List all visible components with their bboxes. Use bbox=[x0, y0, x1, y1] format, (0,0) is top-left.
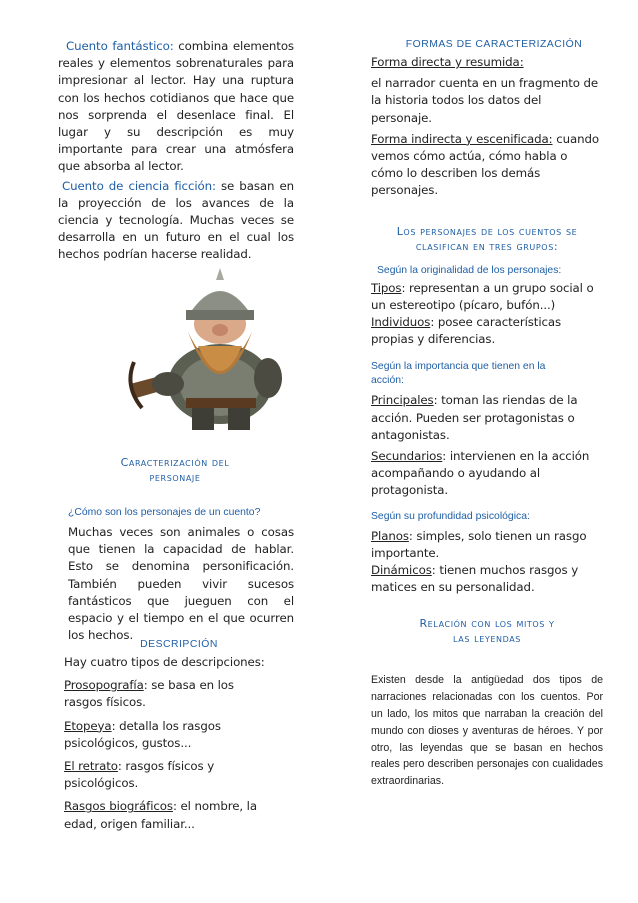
myths-title bbox=[371, 616, 603, 646]
depth-heading: Según su profundidad psicológica: bbox=[371, 510, 530, 522]
fantastic-tale-text: combina elementos reales y elementos sobrenaturales para impresionar al lector. Hay una ruptura con los hechos cotidianos que hace que nos sorprenda el desenlace final. El lugar y su descripción es muy importante para crear una atmósfera que absorba al lector. bbox=[58, 39, 294, 174]
scifi-tale-term: Cuento de ciencia ficción: bbox=[62, 178, 216, 193]
form-indirect-term: Forma indirecta y escenificada: bbox=[371, 131, 553, 146]
originality-term: Individuos bbox=[371, 315, 431, 330]
description-term: Rasgos biográficos bbox=[64, 799, 173, 814]
description-text: : rasgos físicos y psicológicos. bbox=[64, 759, 215, 791]
description-term: Prosopografía bbox=[64, 678, 144, 693]
groups-title-line1: Los personajes de los cuentos se bbox=[396, 224, 578, 238]
form-indirect-text: cuando vemos cómo actúa, cómo habla o cómo lo describen los demás personajes. bbox=[371, 131, 599, 198]
depth-item bbox=[371, 562, 603, 596]
originality-item bbox=[371, 280, 603, 314]
depth-term: Dinámicos bbox=[371, 563, 432, 578]
fantastic-tale-term: Cuento fantástico: bbox=[66, 39, 174, 53]
myths-title-line2: las leyendas bbox=[453, 632, 521, 646]
originality-heading: Según la originalidad de los personajes: bbox=[377, 264, 562, 276]
originality-term: Tipos bbox=[371, 280, 402, 295]
description-title: DESCRIPCIÓN bbox=[140, 639, 218, 650]
description-block bbox=[64, 638, 294, 833]
fantastic-tale-paragraph bbox=[58, 38, 294, 176]
description-item bbox=[64, 798, 284, 832]
character-section-title bbox=[70, 455, 280, 485]
description-text: : se basa en los rasgos físicos. bbox=[64, 678, 234, 710]
character-question-block bbox=[64, 506, 294, 644]
depth-term: Planos bbox=[371, 528, 409, 543]
description-term: El retrato bbox=[64, 759, 118, 774]
importance-item bbox=[371, 392, 603, 444]
character-question: ¿Cómo son los personajes de un cuento? bbox=[68, 507, 261, 518]
description-item bbox=[64, 758, 254, 792]
importance-term: Secundarios bbox=[371, 449, 443, 464]
originality-text: : posee características propias y diferencias. bbox=[371, 315, 562, 347]
form-direct-text: el narrador cuenta en un fragmento de la historia todos los datos del personaje. bbox=[371, 76, 599, 125]
importance-term: Principales bbox=[371, 393, 434, 408]
description-intro: Hay cuatro tipos de descripciones: bbox=[64, 655, 265, 669]
groups-title-line2: clasifican en tres grupos: bbox=[415, 239, 559, 253]
character-title-line1: Caracterización del bbox=[120, 456, 230, 469]
form-direct bbox=[371, 54, 603, 71]
scifi-tale-text: se basan en la proyección de los avances de la ciencia y tecnología. Muchas veces se desarrolla en un futuro en el cual los hechos podrían hacerse realidad. bbox=[58, 178, 295, 262]
myths-title-line1: Relación con los mitos y bbox=[419, 617, 555, 631]
depth-text: : simples, solo tienen un rasgo importante. bbox=[371, 528, 587, 560]
depth-item bbox=[371, 528, 603, 562]
description-term: Etopeya bbox=[64, 718, 112, 733]
left-column bbox=[58, 38, 294, 264]
originality-text: : representan a un grupo social o un estereotipo (pícaro, bufón...) bbox=[371, 280, 594, 312]
right-column bbox=[371, 38, 603, 790]
depth-text: : tienen muchos rasgos y matices en su personalidad. bbox=[371, 563, 579, 595]
description-item bbox=[64, 677, 254, 711]
forms-title: FORMAS DE CARACTERIZACIÓN bbox=[405, 39, 583, 50]
description-item bbox=[64, 718, 254, 752]
importance-text: : toman las riendas de la acción. Pueden ser protagonistas o antagonistas. bbox=[371, 393, 578, 442]
form-indirect bbox=[371, 131, 603, 200]
importance-text: : intervienen en la acción acompañando o ayudando al protagonista. bbox=[371, 449, 590, 498]
groups-title bbox=[371, 224, 603, 254]
form-direct-term: Forma directa y resumida: bbox=[371, 55, 524, 69]
description-text: : detalla los rasgos psicológicos, gustos... bbox=[64, 718, 221, 750]
importance-item bbox=[371, 448, 603, 500]
character-answer: Muchas veces son animales o cosas que tienen la capacidad de hablar. Esto se denomina personificación. También pueden vivir sucesos fantásticos que jueguen con el espacio y el tiempo en el que ocurren los hechos. bbox=[68, 525, 294, 643]
dwarf-warrior-illustration bbox=[128, 266, 288, 434]
character-title-line2: personaje bbox=[149, 471, 201, 484]
scifi-tale-paragraph bbox=[58, 178, 294, 264]
description-text: : el nombre, la edad, origen familiar... bbox=[64, 799, 257, 831]
importance-heading: Según la importancia que tienen en la acción: bbox=[371, 361, 546, 387]
originality-item bbox=[371, 314, 603, 348]
myths-paragraph: Existen desde la antigüedad dos tipos de narraciones relacionadas con los cuentos. Por un lado, los mitos que narraban la creación del mundo con dioses y aventuras de héroes. Y por otro, las leyendas que se basan en hechos reales pero describen personajes con cualidades extraordinarias. bbox=[371, 674, 603, 788]
